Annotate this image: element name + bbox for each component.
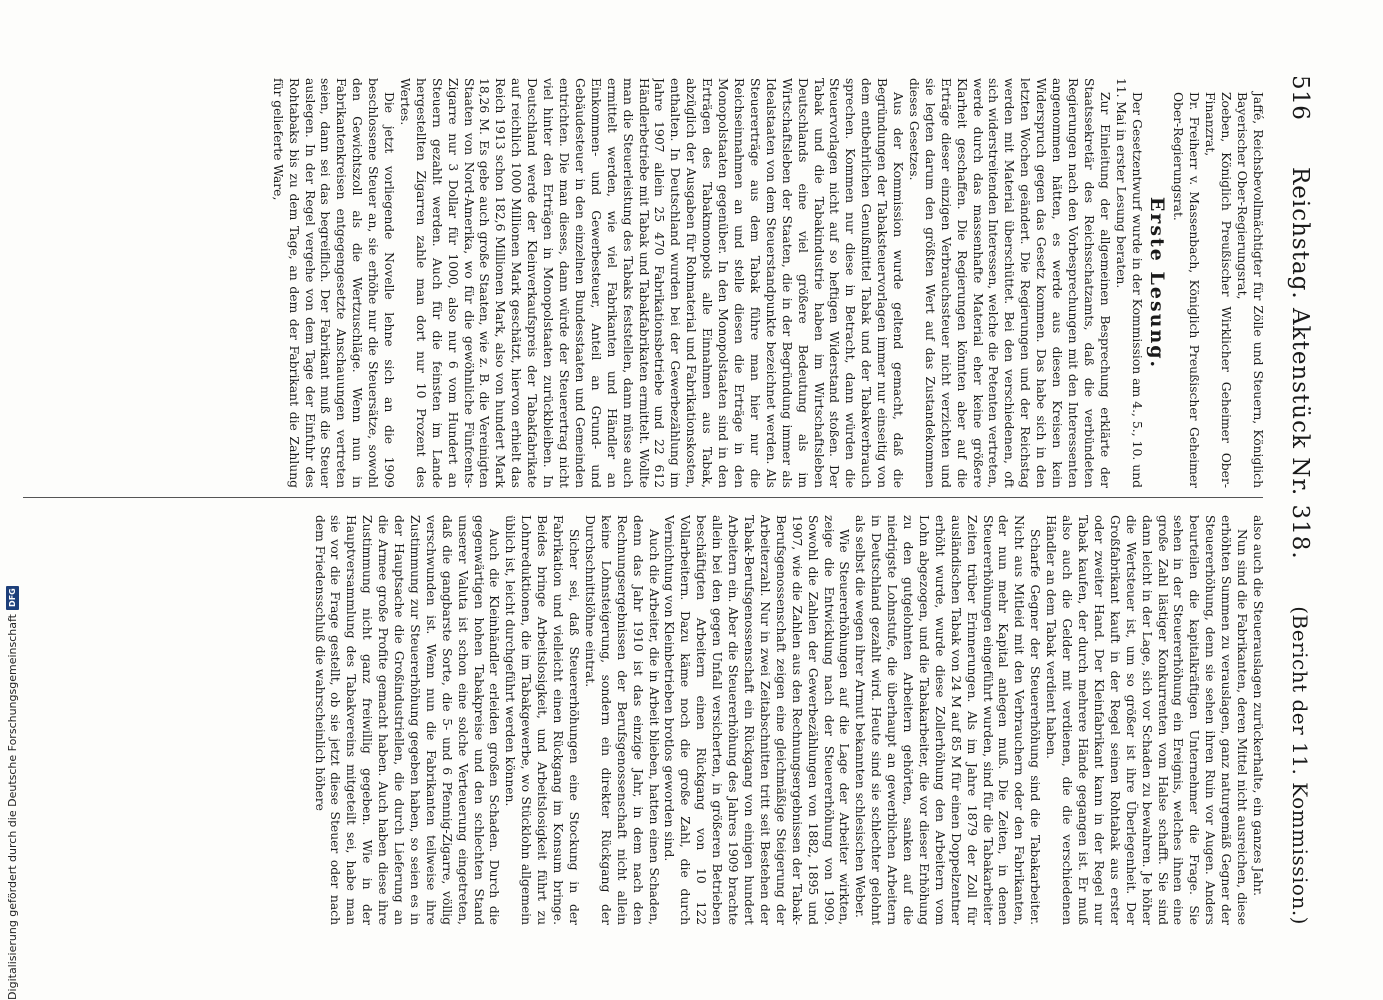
- document-subtitle: (Bericht der 11. Kommission.): [1288, 606, 1312, 925]
- body-paragraph: Wie Steuererhöhungen auf die Lage der Arbeiter wirkten, zeige die Entwicklung nach der Steuererhöhung von 1909. Sowohl die Zahlen der Gewerbezählungen von 1882, 1895 und 1907, wie die Zahlen aus den Rechnungsergebnissen der Tabak-Berufsgenossenschaft zeigen eine gleichmäßige Steigerung der Arbeiterzahl. Nur in zwei Zeitabschnitten tritt seit Bestehen der Tabak-Berufsgenossenschaft ein Rückgang von einigen hundert Arbeitern ein. Aber die Steuererhöhung des Jahres 1909 brachte allein bei den gegen Unfall versicherten, in größeren Betrieben beschäftigten Arbeitern einen Rückgang von 10 122 Vollarbeitern. Dazu käme noch die große Zahl, die durch Vernichtung von Kleinbetrieben brotlos geworden sind.: [662, 515, 852, 925]
- signatory-list: [1170, 78, 1265, 488]
- credit-text: Digitalisierung gefördert durch die Deutsche Forschungsgemeinschaft: [5, 614, 19, 1000]
- digitization-credit: [3, 0, 21, 1000]
- body-paragraph: Scharfe Gegner der Steuererhöhung sind die Tabakarbeiter. Nicht aus Mitleid mit den Verbrauchern oder den Fabrikanten, der nun mehr Kapital anlegen muß. Die Zeiten, in denen Steuererhöhungen eingeführt wurden, sind für die Tabakarbeiter Zeiten trüber Erinnerungen. Als im Jahre 1879 der Zoll für ausländischen Tabak von 24 M auf 85 M für einen Doppelzentner erhöht wurde, wurde diese Zollerhöhung den Arbeitern vom Lohn abgezogen, und die Tabakarbeiter, die vor dieser Erhöhung zu den gutgelohnten Arbeitern gehörten, sanken auf die niedrigste Lohnstufe, die überhaupt an gewerblichen Arbeitern in Deutschland gezahlt wird. Heute sind sie schlechter gelohnt als selbst die wegen ihrer Armut bekannten schlesischen Weber.: [853, 515, 1043, 925]
- signatory-entry: Jaffé, Reichsbevollmächtigter für Zölle und Steuern, Königlich Bayerischer Ober-Regierungsrat,: [1235, 92, 1265, 488]
- body-paragraph: Die jetzt vorliegende Novelle lehne sich an die 1909 beschlossene Steuer an, sie erhöhe nur die Steuersätze, sowohl den Gewichtszoll als die Wertzuschläge. Wenn nun in Fabrikantenkreisen entgegengesetzte Anschauungen vertreten seien, dann sei das begreiflich. Der Fabrikant muß die Steuer auslegen. In der Regel vergehe von dem Tage der Einfuhr des Rohtabaks bis zu dem Tage, an dem der Fabrikant die Zahlung für gelieferte Ware,: [270, 78, 397, 488]
- credit-line: [6, 578, 19, 1000]
- column-divider: [23, 497, 1263, 498]
- body-paragraph: Der Gesetzentwurf wurde in der Kommission am 4., 5., 10. und 11. Mai in erster Lesung beraten.: [1113, 78, 1144, 488]
- body-paragraph: Aus der Kommission wurde geltend gemacht, daß die Begründungen der Tabaksteuervorlagen immer nur einseitig von dem entbehrlichen Genußmittel Tabak und der Tabakverbrauch sprechen. Kommen nur diese in Betracht, dann würden die Steuervorlagen nicht auf so heftigen Widerstand stoßen. Der Tabak und die Tabakindustrie haben im Wirtschaftsleben Deutschlands eine viel größere Bedeutung als im Wirtschaftsleben der Staaten, die in der Begründung immer als Idealstaaten von dem Steuerstandpunkte bezeichnet werden. Als Steuererträge aus dem Tabak führe man hier nur die Reichseinnahmen an und stelle diesen die Erträge in den Monopolstaaten gegenüber. In den Monopolstaaten sind in den Erträgen des Tabakmonopols alle Einnahmen aus Tabak, abzüglich der Ausgaben für Rohmaterial und Fabrikationskosten, enthalten. In Deutschland wurden bei der Gewerbezählung im Jahre 1907 allein 25 470 Fabrikationsbetriebe und 22 612 Händlerbetriebe mit Tabak und Tabakfabrikaten ermittelt. Wollte man die Steuerleistung des Tabaks feststellen, dann müsse auch ermittelt werden, wie viel Fabrikanten und Händler an Einkommen- und Gewerbesteuer, Anteil an Grund- und Gebäudesteuer in den einzelnen Bundesstaaten und Gemeinden entrichten. Die man dieses, dann würde der Steuerertrag nicht viel hinter den Erträgen in Monopolstaaten zurückbleiben. In Deutschland werde der Kleinverkaufspreis der Tabakfabrikate auf reichlich 1000 Millionen Mark geschätzt, hiervon erhielt das Reich 1913 schon 182,6 Millionen Mark, also von hundert Mark 18,26 M. Es gebe auch große Staaten, wie z. B. die Vereinigten Staaten von Nord-Amerika, wo für die gewöhnliche Fünfcents-Zigarre nur 3 Dollar für 1000, also nur 6 vom Hundert an Steuern gezahlt werden. Auch für die feinsten im Lande hergestellten Zigarren zahle man dort nur 10 Prozent des Wertes.: [397, 78, 906, 488]
- body-paragraph: Sicher sei, daß Steuererhöhungen eine Stockung in der Fabrikation und vielleicht einen Rückgang im Konsum bringe. Beides bringe Arbeitslosigkeit, und Arbeitslosigkeit führt zu Lohnreduktionen, die im Tabakgewerbe, wo Stücklohn allgemein üblich ist, leicht durchgeführt werden können.: [503, 515, 582, 925]
- signatory-entry: Zoeben, Königlich Preußischer Wirklicher Geheimer Ober-Finanzrat,: [1203, 92, 1234, 488]
- body-paragraph: Nun sind die Fabrikanten, deren Mittel nicht ausreichen, diese erhöhten Summen zu verauslagen, ganz naturgemäß Gegner der Steuererhöhung, denn sie sehen ihren Ruin vor Augen. Anders beurteilen die kapitalkräftigen Unternehmer die Frage. Sie sehen in der Steuererhöhung ein Ereignis, welches ihnen eine große Zahl lästiger Konkurrenten vom Halse schafft. Sie sind dann leicht in der Lage, sich vor Schaden zu bewahren. Je höher die Wertsteuer ist, um so größer ist ihre Überlegenheit. Der Großfabrikant kauft in der Regel seinen Rohtabak aus erster oder zweiter Hand. Der Kleinfabrikant kann in der Regel nur Tabak kaufen, der durch mehrere Hände gegangen ist. Er muß also auch die Gelder mit verdienen, die die verschiedenen Händler an dem Tabak verdient haben.: [1044, 515, 1250, 925]
- page-number: 516: [1287, 75, 1313, 121]
- document-title: Reichstag. Aktenstück Nr. 318.: [1287, 166, 1313, 560]
- section-heading: Erste Lesung.: [1145, 196, 1168, 370]
- left-column: [10, 78, 1265, 488]
- body-paragraph: Zur Einleitung der allgemeinen Besprechung erklärte der Staatssekretär des Reichsschatzamts, daß die verbündeten Regierungen nach den Vorbesprechungen mit den Interessenten angenommen hätten, es werde aus diesen Kreisen kein Widerspruch gegen das Gesetz kommen. Das habe sich in den letzten Wochen geändert. Die Regierungen und der Reichstag werden mit Material überschüttet. Bei den verschiedenen, oft sich widerstreitenden Interessen, welche die Petenten vertreten, werde durch das massenhafte Material eher keine größere Klarheit geschaffen. Die Regierungen könnten aber auf die Erträge dieser einzigen Verbrauchssteuer nicht verzichten und sie legten darum den größten Wert auf das Zustandekommen dieses Gesetzes.: [906, 78, 1112, 488]
- body-paragraph: Auch die Arbeiter, die in Arbeit blieben, hatten einen Schaden, denn das Jahr 1910 ist das einzige Jahr, in dem nach den Rechnungsergebnissen der Berufsgenossenschaft nicht allein keine Lohnsteigerung, sondern ein direkter Rückgang der Durchschnittslöhne eintrat.: [582, 515, 661, 925]
- body-paragraph: Auch die Kleinhändler erleiden großen Schaden. Durch die gegenwärtigen hohen Tabakpreise und den schlechten Stand unserer Valuta ist schon eine solche Verteuerung eingetreten, daß die gangbarste Sorte, die 5- und 6 Pfennig-Zigarre, völlig verschwunden ist. Wenn nun die Fabrikanten teilweise ihre Zustimmung zur Steuererhöhung gegeben haben, so seien es in der Hauptsache die Großindustriellen, die durch Lieferung an die Armee große Profite gemacht haben. Auch haben diese ihre Zustimmung nicht ganz freiwillig gegeben. Wie in der Hauptversammlung des Tabakvereins mitgeteilt sei, habe man sie vor die Frage gestellt, ob sie jetzt diese Steuer oder nach dem Friedensschluß die wahrscheinlich höhere: [312, 515, 502, 925]
- right-column: [10, 515, 1265, 925]
- dfg-logo-icon: DFG: [6, 586, 19, 610]
- page-header: [1273, 75, 1313, 925]
- signatory-entry: Dr. Freiherr v. Massenbach, Königlich Preußischer Geheimer Ober-Regierungsrat.: [1171, 92, 1202, 488]
- body-paragraph: also auch die Steuerauslagen zurückerhalte, ein ganzes Jahr.: [1251, 515, 1265, 897]
